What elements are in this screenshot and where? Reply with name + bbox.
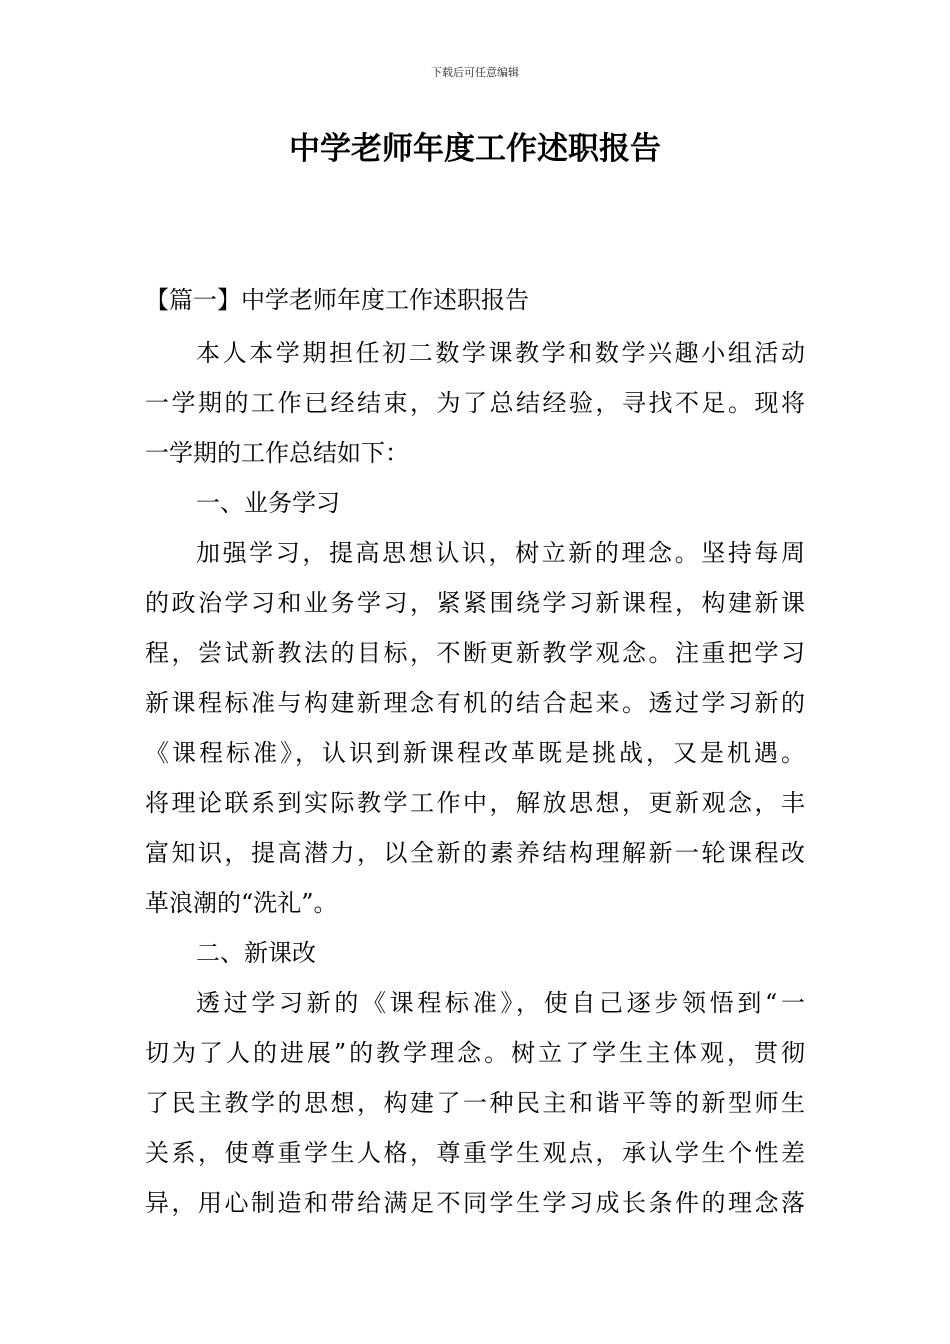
- paragraph-line: 一学期的工作总结如下：: [145, 439, 409, 467]
- header-note: 下载后可任意编辑: [431, 66, 519, 79]
- paragraph-line: 关系，使尊重学生人格，尊重学生观点，承认学生个性差: [145, 1139, 805, 1167]
- document-title: 中学老师年度工作述职报告: [289, 131, 661, 167]
- paragraph-line: 的政治学习和业务学习，紧紧围绕学习新课程，构建新课: [145, 589, 805, 617]
- paragraph-line: 新课程标准与构建新理念有机的结合起来。透过学习新的: [145, 689, 805, 717]
- paragraph-line: 切为了人的进展”的教学理念。树立了学生主体观，贯彻: [145, 1039, 805, 1067]
- paragraph-line: 富知识，提高潜力，以全新的素养结构理解新一轮课程改: [145, 839, 805, 867]
- paragraph-line: 异，用心制造和带给满足不同学生学习成长条件的理念落: [145, 1189, 805, 1217]
- paragraph-line: 加强学习，提高思想认识，树立新的理念。坚持每周: [196, 539, 805, 567]
- paragraph-line: 程，尝试新教法的目标，不断更新教学观念。注重把学习: [145, 639, 805, 667]
- paragraph-line: 一学期的工作已经结束，为了总结经验，寻找不足。现将: [145, 389, 805, 417]
- paragraph-line: 《课程标准》，认识到新课程改革既是挑战，又是机遇。: [145, 739, 805, 767]
- paragraph-line: 了民主教学的思想，构建了一种民主和谐平等的新型师生: [145, 1089, 805, 1117]
- paragraph-line: 透过学习新的《课程标准》，使自己逐步领悟到“一: [196, 989, 805, 1017]
- paragraph-line: 本人本学期担任初二数学课教学和数学兴趣小组活动: [196, 339, 805, 367]
- subsection-heading: 二、新课改: [196, 939, 316, 967]
- paragraph-line: 将理论联系到实际教学工作中，解放思想，更新观念，丰: [145, 789, 805, 817]
- paragraph-line: 革浪潮的“洗礼”。: [145, 889, 338, 917]
- subsection-heading: 一、业务学习: [196, 489, 340, 517]
- section-heading: 【篇一】中学老师年度工作述职报告: [145, 286, 529, 314]
